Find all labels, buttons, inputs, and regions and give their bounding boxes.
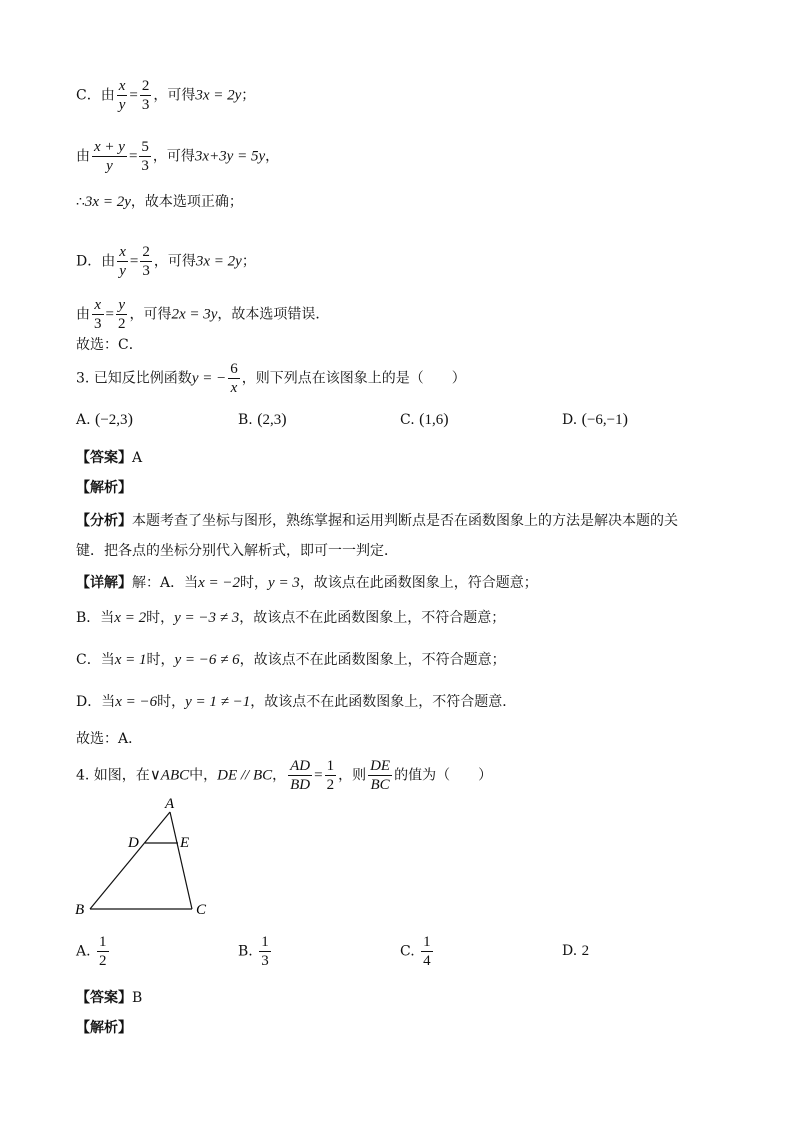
- q3-option-d: D. (−6,−1): [562, 411, 628, 428]
- fraction: $\frac{2}{3}$: [142, 244, 150, 279]
- q4-triangle-figure: [70, 792, 220, 922]
- fraction: $\frac{x}{y}$: [119, 244, 126, 279]
- q4-option-c: C. $\frac{1}{4}$: [400, 934, 431, 969]
- q3-option-c: C. (1,6): [400, 411, 449, 428]
- label-a: A: [165, 796, 175, 812]
- q4-option-d: D. 2: [562, 943, 590, 959]
- fraction: $\frac{DE}{BC}$: [370, 758, 391, 793]
- label-d: D: [128, 835, 139, 851]
- q3-detail-a: 【详解】解：A．当x = −2时，y = 3，故该点在此函数图象上，符合题意；: [76, 575, 538, 591]
- fraction: $\frac{y}{2}$: [117, 297, 126, 332]
- fraction: $\frac{AD}{BD}$: [290, 758, 311, 793]
- fraction: $\frac{2}{3}$: [141, 78, 150, 113]
- q3-fenxi-line-1: 【分析】本题考查了坐标与图形，熟练掌握和运用判断点是否在函数图象上的方法是解决本题的关: [76, 513, 678, 529]
- fraction: $\frac{x}{y}$: [118, 78, 126, 113]
- q3-stem: 3. 已知反比例函数y = − $\frac{6}{x}$ ，则下列点在该图象上的是（ ）: [76, 361, 466, 396]
- side-ac: [170, 812, 192, 909]
- q4-option-b: B. $\frac{1}{3}$: [238, 934, 269, 969]
- solution-c-line-3: ∴3x = 2y，故本选项正确；: [76, 194, 243, 210]
- solution-c-line-1: C．由 $\frac{x}{y}$ = $\frac{2}{3}$ ，可得3x = 2y；: [76, 78, 256, 113]
- text: C．由: [76, 87, 115, 104]
- solution-d-line-2: 由 $\frac{x}{3}$ = $\frac{y}{2}$ ，可得2x = 3y，故本选项错误．: [76, 297, 330, 332]
- math-expression: 2x = 3y: [171, 306, 218, 323]
- label-e: E: [180, 835, 190, 851]
- solution-d-line-1: D．由 $\frac{x}{y}$ = $\frac{2}{3}$ ，可得3x = 2y；: [76, 244, 256, 279]
- fraction: $\frac{x}{3}$: [94, 297, 102, 332]
- q4-option-a: A. $\frac{1}{2}$: [76, 934, 107, 969]
- q3-fenxi-line-2: 键．把各点的坐标分别代入解析式，即可一一判定．: [76, 543, 398, 559]
- q3-option-a: A. (−2,3): [76, 411, 133, 428]
- q3-detail-b: B．当x = 2时，y = −3 ≠ 3，故该点不在此函数图象上，不符合题意；: [76, 610, 506, 626]
- q3-conclusion: 故选：A．: [76, 731, 143, 747]
- fraction: $\frac{5}{3}$: [141, 139, 149, 174]
- math-expression: 3x = 2y: [84, 194, 131, 210]
- label-b: B: [75, 902, 85, 918]
- side-ab: [90, 812, 170, 909]
- fraction: $\frac{6}{x}$: [230, 361, 238, 396]
- q4-answer: 【答案】B: [76, 990, 143, 1006]
- math-expression: 3x+3y = 5y: [194, 148, 266, 165]
- q3-option-b: B. (2,3): [238, 411, 287, 428]
- fraction: $\frac{x + y}{y}$: [94, 139, 125, 174]
- label-c: C: [196, 902, 207, 918]
- fraction: $\frac{1}{2}$: [326, 758, 335, 793]
- math-expression: 3x = 2y: [195, 253, 242, 270]
- q3-analysis-tag: 【解析】: [76, 480, 132, 496]
- q3-answer: 【答案】A: [76, 450, 143, 466]
- math-expression: 3x = 2y: [195, 87, 242, 104]
- solution-c-line-2: 由 $\frac{x + y}{y}$ = $\frac{5}{3}$ ，可得3x+3y = 5y，: [76, 139, 280, 174]
- q2-conclusion: 故选：C．: [76, 337, 143, 353]
- q3-detail-d: D．当x = −6时，y = 1 ≠ −1，故该点不在此函数图象上，不符合题意．: [76, 694, 517, 710]
- q4-stem: 4. 如图，在∨ABC中，DE // BC， $\frac{AD}{BD}$ = $\frac{1}{2}$ ，则 $\frac{DE}{BC}$ 的值为（ ）: [76, 758, 493, 793]
- q4-analysis-tag: 【解析】: [76, 1020, 132, 1036]
- q3-detail-c: C．当x = 1时，y = −6 ≠ 6，故该点不在此函数图象上，不符合题意；: [76, 652, 506, 668]
